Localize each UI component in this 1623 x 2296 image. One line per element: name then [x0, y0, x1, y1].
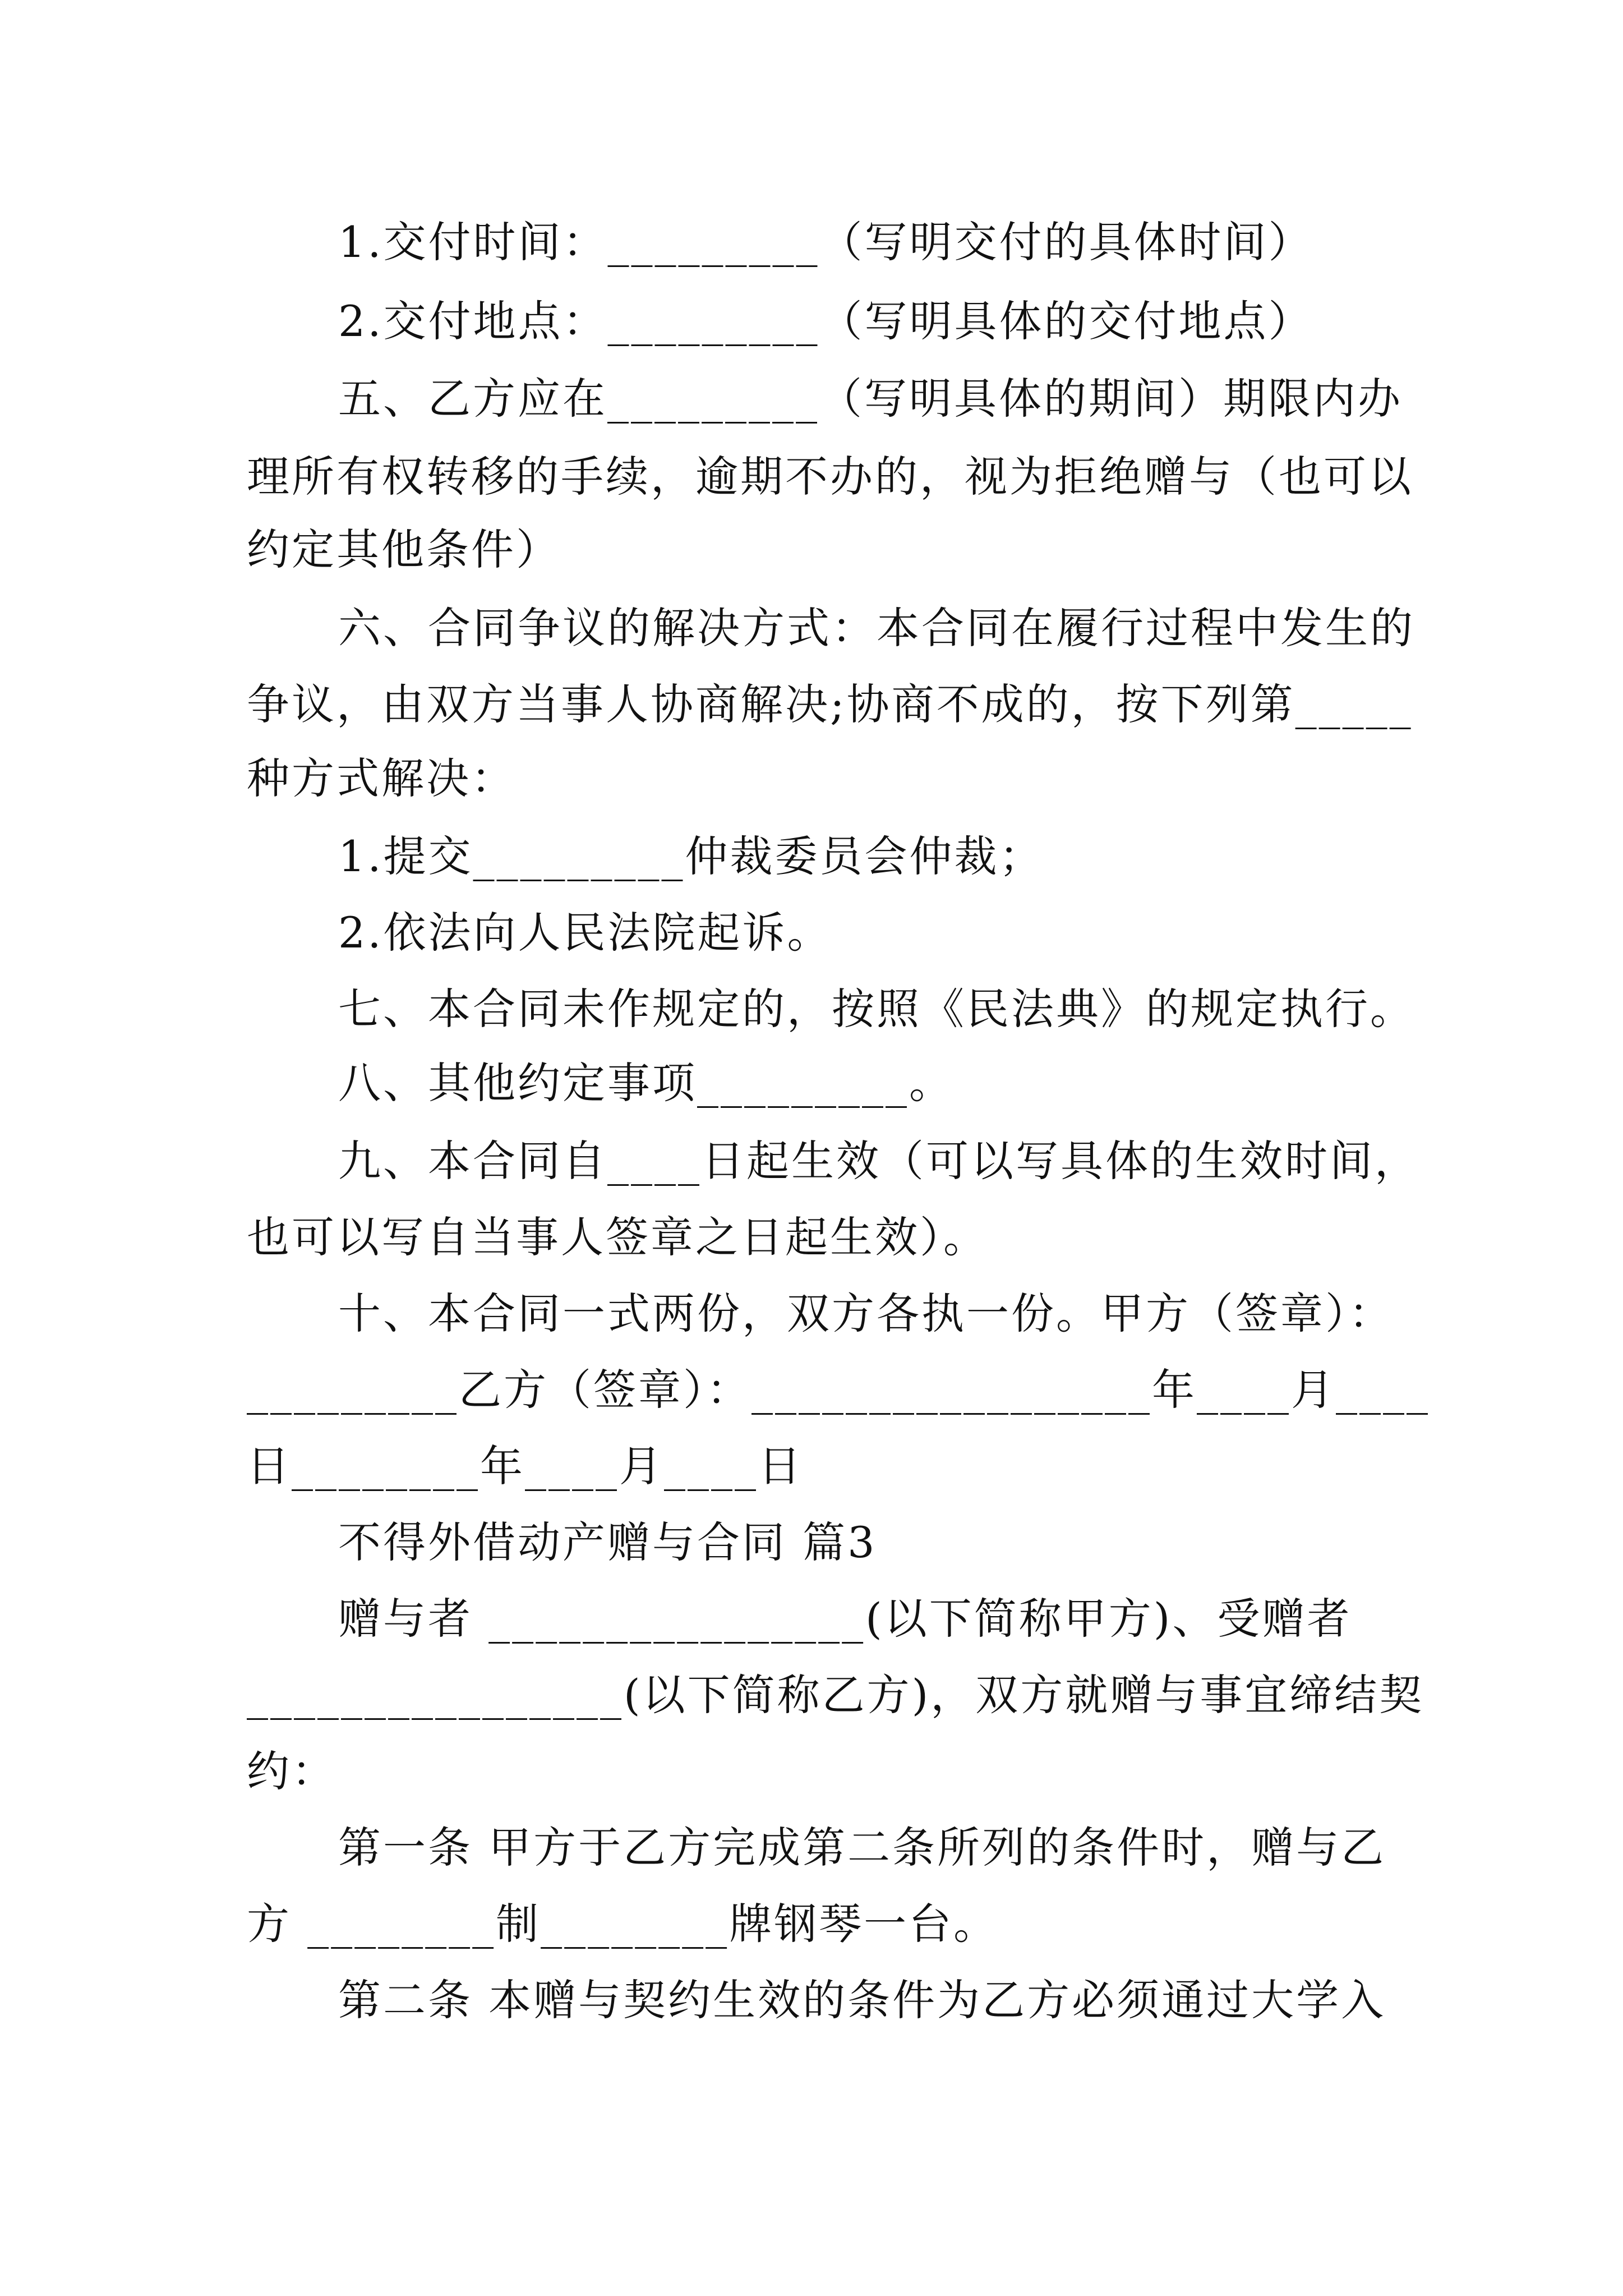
text-line-22: 第一条 甲方于乙方完成第二条所列的条件时，赠与乙	[338, 1823, 1386, 1872]
text-line-20: ________________(以下简称乙方)，双方就赠与事宜缔结契	[247, 1670, 1424, 1720]
text-line-24: 第二条 本赠与契约生效的条件为乙方必须通过大学入	[338, 1975, 1386, 2025]
text-line-13: 九、本合同自____日起生效（可以写具体的生效时间，	[338, 1136, 1419, 1186]
text-line-1: 1.交付时间：_________（写明交付的具体时间）	[338, 217, 1313, 267]
text-line-5: 约定其他条件）	[247, 524, 561, 574]
text-line-23: 方 ________制________牌钢琴一台。	[247, 1899, 999, 1949]
text-line-14: 也可以写自当事人签章之日起生效）。	[247, 1212, 988, 1262]
text-line-21: 约：	[247, 1746, 336, 1796]
text-line-9: 1.提交_________仲裁委员会仲裁；	[338, 831, 1044, 881]
text-line-8: 种方式解决：	[247, 753, 516, 803]
text-line-6: 六、合同争议的解决方式：本合同在履行过程中发生的	[338, 603, 1415, 653]
text-line-10: 2.依法向人民法院起诉。	[338, 908, 832, 958]
text-line-2: 2.交付地点：_________（写明具体的交付地点）	[338, 296, 1313, 346]
text-line-3: 五、乙方应在_________（写明具体的期间）期限内办	[338, 374, 1403, 424]
text-line-12: 八、其他约定事项_________。	[338, 1058, 954, 1108]
text-line-16: _________乙方（签章）：_________________年____月____	[247, 1365, 1430, 1415]
text-line-15: 十、本合同一式两份，双方各执一份。甲方（签章）：	[338, 1289, 1394, 1338]
text-line-4: 理所有权转移的手续，逾期不办的，视为拒绝赠与（也可以	[247, 452, 1413, 501]
text-line-7: 争议，由双方当事人协商解决;协商不成的，按下列第_____	[247, 679, 1413, 729]
text-line-11: 七、本合同未作规定的，按照《民法典》的规定执行。	[338, 984, 1415, 1034]
text-line-19: 赠与者 ________________(以下简称甲方)、受赠者	[338, 1594, 1352, 1644]
section-heading: 不得外借动产赠与合同 篇3	[338, 1517, 877, 1567]
text-line-17: 日________年____月____日	[247, 1441, 803, 1491]
